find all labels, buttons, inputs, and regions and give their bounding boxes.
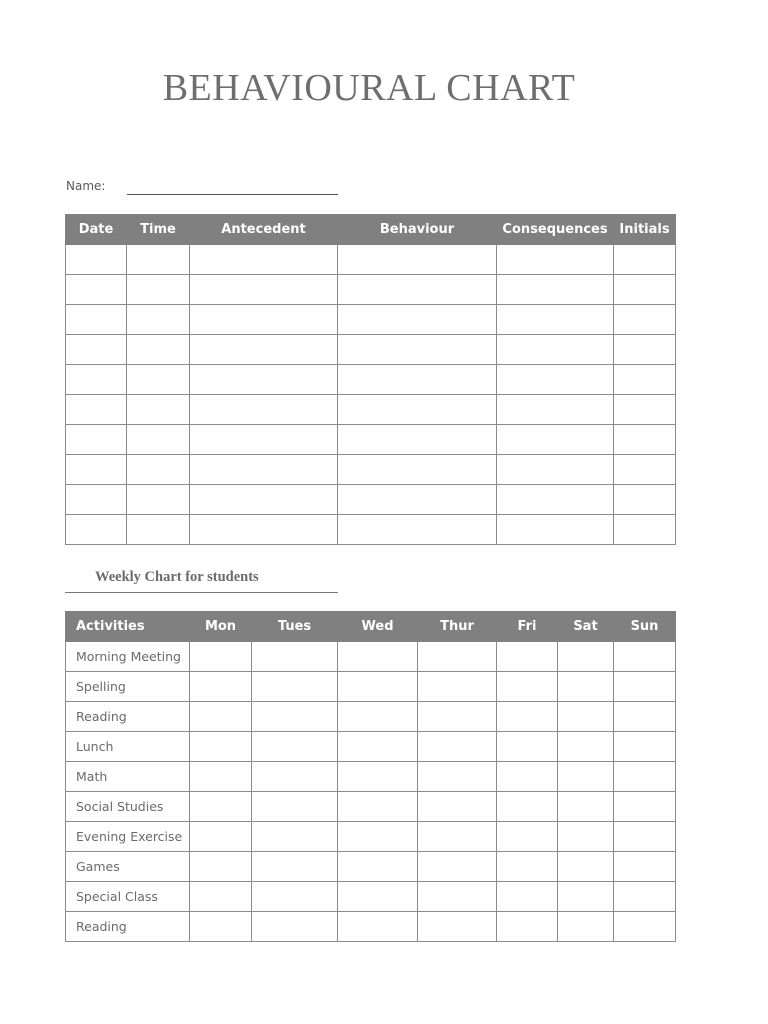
- table-row: [66, 455, 676, 485]
- table-cell[interactable]: [497, 642, 558, 672]
- table-cell[interactable]: [190, 672, 252, 702]
- table-cell[interactable]: [614, 642, 676, 672]
- table-cell[interactable]: [252, 762, 338, 792]
- table-cell[interactable]: [418, 852, 497, 882]
- header-sun: Sun: [614, 612, 676, 642]
- table-cell[interactable]: [338, 515, 497, 545]
- table-cell[interactable]: [497, 245, 614, 275]
- header-sat: Sat: [558, 612, 614, 642]
- table-cell[interactable]: [338, 672, 418, 702]
- table-cell[interactable]: [614, 335, 676, 365]
- table-cell[interactable]: [614, 485, 676, 515]
- table-cell[interactable]: [190, 485, 338, 515]
- table-row: [66, 245, 676, 275]
- table-cell[interactable]: [252, 792, 338, 822]
- weekly-table-header-row: [66, 612, 676, 642]
- table-row: [66, 912, 676, 942]
- table-cell[interactable]: [190, 732, 252, 762]
- table-row: [66, 365, 676, 395]
- header-fri: Fri: [497, 612, 558, 642]
- table-cell[interactable]: [614, 852, 676, 882]
- table-cell[interactable]: [190, 792, 252, 822]
- table-cell[interactable]: [338, 455, 497, 485]
- table-cell[interactable]: [497, 395, 614, 425]
- table-cell[interactable]: [338, 305, 497, 335]
- table-cell[interactable]: [190, 642, 252, 672]
- table-cell[interactable]: [127, 485, 190, 515]
- name-label: Name:: [66, 179, 106, 193]
- table-cell[interactable]: [127, 365, 190, 395]
- table-cell[interactable]: [190, 912, 252, 942]
- table-cell[interactable]: [338, 912, 418, 942]
- table-row: [66, 335, 676, 365]
- table-cell[interactable]: [558, 792, 614, 822]
- activity-label: Lunch: [66, 732, 190, 762]
- table-cell[interactable]: [614, 732, 676, 762]
- table-row: [66, 275, 676, 305]
- table-row: [66, 822, 676, 852]
- table-cell[interactable]: [497, 335, 614, 365]
- header-behaviour: Behaviour: [338, 215, 497, 245]
- table-cell[interactable]: [338, 275, 497, 305]
- table-cell[interactable]: [497, 672, 558, 702]
- header-initials: Initials: [614, 215, 676, 245]
- header-consequences: Consequences: [497, 215, 614, 245]
- table-cell[interactable]: [497, 702, 558, 732]
- table-cell[interactable]: [127, 425, 190, 455]
- activity-label: Reading: [66, 702, 190, 732]
- table-cell[interactable]: [558, 822, 614, 852]
- table-row: [66, 395, 676, 425]
- table-cell[interactable]: [614, 912, 676, 942]
- table-cell[interactable]: [614, 515, 676, 545]
- table-cell[interactable]: [497, 275, 614, 305]
- table-cell[interactable]: [418, 642, 497, 672]
- activity-label: Games: [66, 852, 190, 882]
- table-row: [66, 425, 676, 455]
- table-cell[interactable]: [338, 732, 418, 762]
- table-cell[interactable]: [497, 822, 558, 852]
- table-cell[interactable]: [614, 882, 676, 912]
- table-cell[interactable]: [190, 882, 252, 912]
- name-field-line[interactable]: [127, 194, 338, 195]
- table-cell[interactable]: [338, 882, 418, 912]
- table-row: [66, 702, 676, 732]
- table-cell[interactable]: [338, 485, 497, 515]
- header-tues: Tues: [252, 612, 338, 642]
- table-cell[interactable]: [418, 672, 497, 702]
- table-cell[interactable]: [497, 732, 558, 762]
- table-cell[interactable]: [418, 732, 497, 762]
- table-cell[interactable]: [418, 792, 497, 822]
- table-cell[interactable]: [190, 515, 338, 545]
- table-cell[interactable]: [418, 702, 497, 732]
- table-cell[interactable]: [127, 305, 190, 335]
- table-cell[interactable]: [558, 852, 614, 882]
- table-cell[interactable]: [497, 852, 558, 882]
- table-cell[interactable]: [66, 515, 127, 545]
- table-cell[interactable]: [558, 702, 614, 732]
- table-cell[interactable]: [66, 455, 127, 485]
- table-cell[interactable]: [418, 762, 497, 792]
- table-cell[interactable]: [497, 365, 614, 395]
- table-cell[interactable]: [338, 395, 497, 425]
- table-row: [66, 762, 676, 792]
- table-cell[interactable]: [190, 702, 252, 732]
- table-cell[interactable]: [127, 275, 190, 305]
- table-cell[interactable]: [66, 245, 127, 275]
- header-antecedent: Antecedent: [190, 215, 338, 245]
- table-cell[interactable]: [252, 852, 338, 882]
- activity-label: Morning Meeting: [66, 642, 190, 672]
- header-date: Date: [66, 215, 127, 245]
- table-cell[interactable]: [614, 425, 676, 455]
- table-cell[interactable]: [558, 882, 614, 912]
- table-cell[interactable]: [127, 515, 190, 545]
- table-cell[interactable]: [558, 912, 614, 942]
- table-cell[interactable]: [190, 305, 338, 335]
- table-row: [66, 642, 676, 672]
- table-cell[interactable]: [338, 792, 418, 822]
- table-row: [66, 515, 676, 545]
- table-cell[interactable]: [614, 395, 676, 425]
- table-cell[interactable]: [190, 852, 252, 882]
- table-cell[interactable]: [66, 275, 127, 305]
- activity-label: Spelling: [66, 672, 190, 702]
- table-cell[interactable]: [252, 672, 338, 702]
- table-row: [66, 672, 676, 702]
- table-cell[interactable]: [497, 792, 558, 822]
- table-cell[interactable]: [614, 305, 676, 335]
- table-cell[interactable]: [497, 515, 614, 545]
- table-cell[interactable]: [614, 245, 676, 275]
- table-cell[interactable]: [418, 912, 497, 942]
- table-cell[interactable]: [614, 822, 676, 852]
- weekly-caption-underline: [65, 592, 338, 593]
- table-cell[interactable]: [190, 395, 338, 425]
- table-cell[interactable]: [190, 365, 338, 395]
- table-cell[interactable]: [66, 395, 127, 425]
- table-cell[interactable]: [418, 822, 497, 852]
- table-cell[interactable]: [614, 762, 676, 792]
- table-cell[interactable]: [252, 912, 338, 942]
- table-cell[interactable]: [497, 762, 558, 792]
- table-row: [66, 792, 676, 822]
- table-cell[interactable]: [252, 822, 338, 852]
- table-cell[interactable]: [127, 335, 190, 365]
- table-cell[interactable]: [614, 792, 676, 822]
- table-cell[interactable]: [558, 762, 614, 792]
- table-cell[interactable]: [127, 245, 190, 275]
- table-cell[interactable]: [190, 822, 252, 852]
- table-cell[interactable]: [190, 275, 338, 305]
- table-cell[interactable]: [614, 672, 676, 702]
- weekly-table: [65, 611, 676, 942]
- table-row: [66, 882, 676, 912]
- behaviour-table: [65, 214, 676, 545]
- table-cell[interactable]: [66, 485, 127, 515]
- header-thur: Thur: [418, 612, 497, 642]
- table-cell[interactable]: [252, 732, 338, 762]
- header-time: Time: [127, 215, 190, 245]
- table-cell[interactable]: [614, 275, 676, 305]
- table-cell[interactable]: [497, 882, 558, 912]
- header-activities: Activities: [66, 612, 190, 642]
- activity-label: Social Studies: [66, 792, 190, 822]
- table-cell[interactable]: [338, 245, 497, 275]
- activity-label: Evening Exercise: [66, 822, 190, 852]
- activity-label: Reading: [66, 912, 190, 942]
- header-mon: Mon: [190, 612, 252, 642]
- table-row: [66, 732, 676, 762]
- table-cell[interactable]: [614, 455, 676, 485]
- table-cell[interactable]: [338, 702, 418, 732]
- header-wed: Wed: [338, 612, 418, 642]
- table-cell[interactable]: [252, 642, 338, 672]
- table-cell[interactable]: [338, 425, 497, 455]
- page-title: BEHAVIOURAL CHART: [162, 67, 576, 109]
- table-cell[interactable]: [190, 245, 338, 275]
- table-cell[interactable]: [497, 485, 614, 515]
- table-row: [66, 852, 676, 882]
- table-cell[interactable]: [418, 882, 497, 912]
- weekly-chart-caption: Weekly Chart for students: [95, 569, 259, 585]
- table-cell[interactable]: [338, 852, 418, 882]
- table-cell[interactable]: [66, 365, 127, 395]
- activity-label: Math: [66, 762, 190, 792]
- table-cell[interactable]: [252, 882, 338, 912]
- table-cell[interactable]: [190, 455, 338, 485]
- table-cell[interactable]: [338, 365, 497, 395]
- table-cell[interactable]: [558, 732, 614, 762]
- table-cell[interactable]: [66, 425, 127, 455]
- table-cell[interactable]: [338, 335, 497, 365]
- table-cell[interactable]: [66, 305, 127, 335]
- table-cell[interactable]: [497, 305, 614, 335]
- activity-label: Special Class: [66, 882, 190, 912]
- table-cell[interactable]: [190, 425, 338, 455]
- table-cell[interactable]: [497, 455, 614, 485]
- table-cell[interactable]: [614, 702, 676, 732]
- table-cell[interactable]: [338, 642, 418, 672]
- table-cell[interactable]: [127, 395, 190, 425]
- table-cell[interactable]: [127, 455, 190, 485]
- table-cell[interactable]: [66, 335, 127, 365]
- table-row: [66, 485, 676, 515]
- table-cell[interactable]: [614, 365, 676, 395]
- table-cell[interactable]: [558, 672, 614, 702]
- table-cell[interactable]: [338, 822, 418, 852]
- table-cell[interactable]: [190, 335, 338, 365]
- behaviour-table-header-row: [66, 215, 676, 245]
- table-row: [66, 305, 676, 335]
- table-cell[interactable]: [558, 642, 614, 672]
- table-cell[interactable]: [338, 762, 418, 792]
- table-cell[interactable]: [497, 425, 614, 455]
- table-cell[interactable]: [252, 702, 338, 732]
- table-cell[interactable]: [497, 912, 558, 942]
- table-cell[interactable]: [190, 762, 252, 792]
